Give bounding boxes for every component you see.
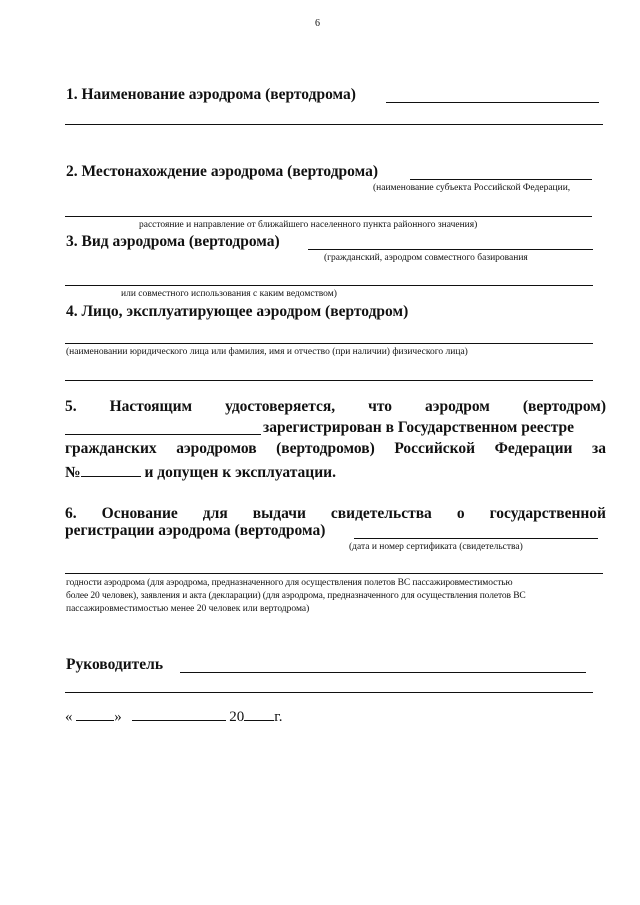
- section-2-hint-1: (наименование субъекта Российской Федерации,: [373, 183, 571, 193]
- date-line: [65, 706, 282, 726]
- section-3-input-line[interactable]: [308, 249, 593, 250]
- section-3-hint-1: (гражданский, аэродром совместного базирования: [324, 253, 528, 263]
- section-6-input-line-2[interactable]: [65, 573, 603, 574]
- signature-input-line[interactable]: [180, 672, 586, 673]
- section-5-line-4: [65, 462, 336, 482]
- section-4-label: 4. Лицо, эксплуатирующее аэродром (вертодром): [66, 303, 409, 320]
- date-month-input[interactable]: [132, 706, 226, 721]
- date-year-prefix: 20: [229, 709, 245, 725]
- section-2-input-line[interactable]: [410, 179, 592, 180]
- section-3-hint-2: или совместного использования с каким ведомством): [121, 289, 337, 299]
- section-5-line-1: 5. Настоящим удостоверяется, что аэродром (вертодром): [65, 398, 606, 415]
- section-4-hint: (наименовании юридического лица или фамилия, имя и отчество (при наличии) физического лица): [66, 347, 468, 357]
- section-1-label: 1. Наименование аэродрома (вертодрома): [66, 86, 356, 103]
- section-1-input-line-2[interactable]: [65, 124, 603, 125]
- section-2-label: 2. Местонахождение аэродрома (вертодрома): [66, 163, 378, 180]
- section-3-label: 3. Вид аэродрома (вертодрома): [66, 233, 280, 250]
- section-6-note-1: годности аэродрома (для аэродрома, предназначенного для осуществления полетов ВС пассажировместимостью: [66, 578, 513, 588]
- date-year-suffix: г.: [274, 709, 283, 725]
- section-6-input-line[interactable]: [354, 538, 598, 539]
- section-3-input-line-2[interactable]: [65, 285, 593, 286]
- registry-number-input[interactable]: [81, 462, 141, 477]
- date-year-input[interactable]: [244, 706, 274, 721]
- date-close-quote: »: [114, 709, 122, 725]
- section-1-input-line[interactable]: [386, 102, 599, 103]
- section-5-line-2: зарегистрирован в Государственном реестре: [263, 419, 574, 436]
- section-5-line-3: гражданских аэродромов (вертодромов) Российской Федерации за: [65, 440, 606, 457]
- page-number: 6: [315, 18, 320, 29]
- section-4-input-line-2[interactable]: [65, 380, 593, 381]
- section-2-hint-2: расстояние и направление от ближайшего населенного пункта районного значения): [139, 220, 478, 230]
- section-6-note-3: пассажировместимостью менее 20 человек или вертодрома): [66, 604, 310, 614]
- section-6-note-2: более 20 человек), заявления и акта (декларации) (для аэродрома, предназначенного для осуществления полетов ВС: [66, 591, 526, 601]
- date-day-input[interactable]: [76, 706, 114, 721]
- section-6-line-1: 6. Основание для выдачи свидетельства о государственной: [65, 505, 606, 522]
- signature-label: Руководитель: [66, 656, 164, 673]
- date-open-quote: «: [65, 709, 73, 725]
- section-4-input-line[interactable]: [65, 343, 593, 344]
- signature-input-line-2[interactable]: [65, 692, 593, 693]
- section-6-hint: (дата и номер сертификата (свидетельства): [349, 542, 523, 552]
- section-2-input-line-2[interactable]: [65, 216, 592, 217]
- number-sign: №: [65, 464, 81, 481]
- section-6-line-2: регистрации аэродрома (вертодрома): [65, 522, 326, 539]
- section-5-line-4-text: и допущен к эксплуатации.: [140, 464, 336, 481]
- section-5-aerodrome-input[interactable]: [65, 434, 261, 435]
